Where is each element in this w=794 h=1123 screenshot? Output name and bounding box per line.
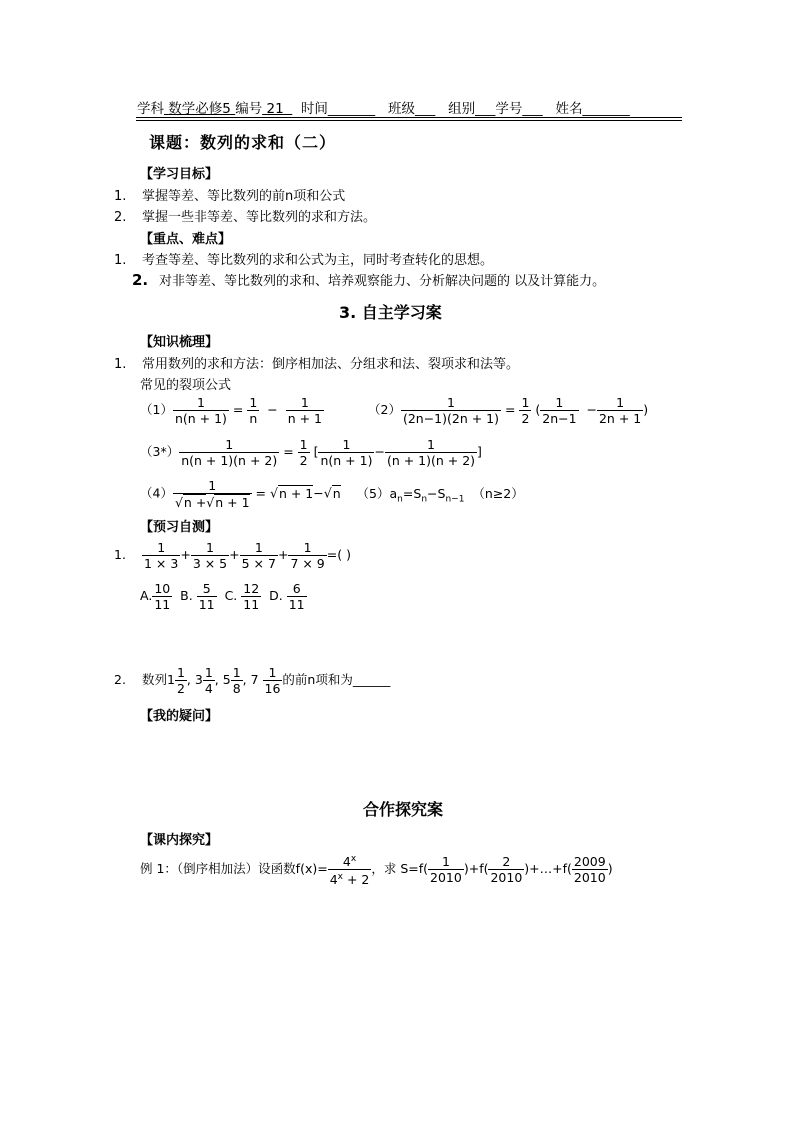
- keypoint-item-2: 2. 对非等差、等比数列的求和、培养观察能力、分析解决问题的 以及计算能力。: [132, 271, 606, 289]
- time-blank: _______: [327, 101, 376, 117]
- code-label: 编号: [235, 101, 263, 117]
- header-rule-thin: [136, 117, 682, 118]
- name-label: 姓名: [555, 101, 583, 117]
- header-rule-thick: [136, 120, 682, 121]
- review-heading: 【知识梳理】: [140, 335, 219, 350]
- group-label: 组别: [448, 101, 476, 117]
- preview-heading: 【预习自测】: [140, 520, 219, 535]
- review-item-1-sub: 常见的裂项公式: [140, 378, 232, 393]
- goal-item-2: 2. 掌握一些非等差、等比数列的求和方法。: [114, 210, 377, 225]
- coop-heading: 合作探究案: [363, 800, 444, 819]
- preview-question-1: 1. $\frac{1}{1 \times 3}$ + $\frac{1}{3 \times 5}$ + $\frac{1}{5 \times 7}$ + $\frac{1}{7 \times 9}$ =( ): [114, 540, 351, 571]
- preview-question-2: 2. 数列1 $\frac{1}{2}$ , 3 $\frac{1}{4}$ , 5 $\frac{1}{8}$ , 7 $\frac{1}{16}$ 的前n项和为______: [114, 665, 391, 696]
- group-blank: ___: [475, 101, 496, 117]
- subject-label: 学科: [137, 101, 164, 117]
- student-no-blank: ___: [522, 101, 543, 117]
- student-no-label: 学号: [495, 101, 523, 117]
- formula-5: $(5)a_n=S_n-S_{n-1}$ （n≥2）: [356, 485, 524, 504]
- goals-heading: 【学习目标】: [140, 167, 219, 182]
- goal-item-1: 1. 掌握等差、等比数列的前n项和公式: [114, 189, 346, 204]
- preview-question-1-options: A. $\frac{10}{11}$ B. $\frac{5}{11}$ C. $\frac{12}{11}$ D. $\frac{6}{11}$: [140, 581, 305, 612]
- class-blank: ___: [414, 101, 436, 117]
- keypoint-item-1: 1. 考查等差、等比数列的求和公式为主，同时考查转化的思想。: [114, 253, 494, 268]
- name-blank: _______: [582, 101, 630, 117]
- example-1: 例 1：（倒序相加法）设函数f(x)= $\frac{4^x}{4^x + 2}$ ，求 S=f( $\frac{1}{2010}$ )+f( $\frac{2}{2010}$ )+…+f( $\frac{2009}{2010}$ ): [140, 854, 613, 888]
- header-line: [137, 97, 630, 117]
- formula-4: （4） $\frac{1}{√n +√n + 1}$ = √n + 1−√n $(5)a_n=S_n-S_{n-1}$ （n≥2）: [140, 478, 524, 510]
- class-label: 班级: [387, 101, 415, 117]
- keypoints-heading: 【重点、难点】: [140, 232, 232, 247]
- questions-heading: 【我的疑问】: [140, 709, 219, 724]
- code-value: 21: [266, 101, 284, 117]
- subject-value: 数学必修5: [168, 101, 231, 117]
- formula-3: （3*） $\frac{1}{n(n + 1)(n + 2)}$ = $\frac{1}{2}$ [ $\frac{1}{n(n + 1)}$ − $\frac{1}{(n + 1)(n + 2)}$ ]: [140, 437, 482, 468]
- page-title: 课题：数列的求和（二）: [149, 133, 337, 152]
- time-label: 时间: [300, 101, 328, 117]
- inclass-heading: 【课内探究】: [140, 833, 219, 848]
- review-item-1: 1. 常用数列的求和方法：倒序相加法、分组求和法、裂项求和法等。: [114, 357, 520, 372]
- formula-1: （1） $\frac{1}{n(n + 1)}$ = $\frac{1}{n}$ − $\frac{1}{n + 1}$: [140, 395, 322, 426]
- formula-2: （2） $\frac{1}{(2n-1)(2n + 1)}$ = $\frac{1}{2}$ ( $\frac{1}{2n-1}$ − $\frac{1}{2n + 1}$ ): [368, 395, 649, 426]
- self-study-heading: 3. 自主学习案: [339, 303, 442, 322]
